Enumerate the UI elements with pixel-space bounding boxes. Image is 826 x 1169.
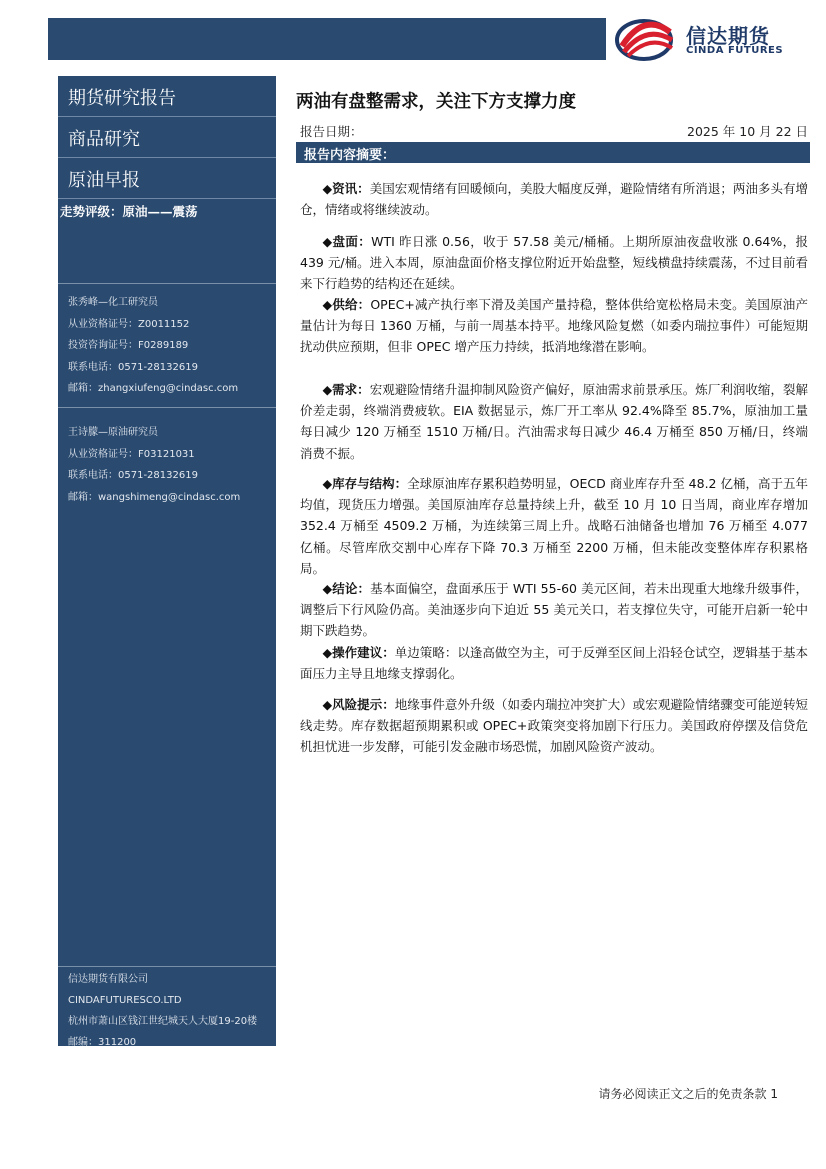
section-conclusion	[300, 578, 808, 642]
logo-name-cn: 信达期货	[686, 24, 770, 48]
footer-disclaimer	[599, 1085, 778, 1102]
section-heading: ◆风险提示：	[322, 697, 395, 712]
sidebar-item-label: 原油早报	[68, 170, 140, 191]
report-date-value: 2025 年 10 月 22 日	[687, 124, 808, 139]
analyst-advisory-license: 投资咨询证号：F0289189	[68, 340, 189, 351]
analyst-email[interactable]: 邮箱：zhangxiufeng@cindasc.com	[68, 383, 239, 394]
section-heading: ◆需求：	[322, 382, 370, 397]
company-name: 信达期货有限公司	[68, 974, 148, 985]
sidebar-item-crude-daily	[58, 158, 276, 199]
sidebar-item-label: 期货研究报告	[68, 88, 176, 109]
cinda-logo-icon	[614, 16, 676, 62]
sidebar-item-report-type	[58, 76, 276, 117]
section-text: WTI 昨日涨 0.56，收于 57.58 美元/桶桶。上期所原油夜盘收涨 0.64%，报 439 元/桶。进入本周，原油盘面价格支撑位附近开始盘整，短线横盘持续震荡，不过目前看来下行趋势的结构还在延续。	[300, 234, 808, 292]
page-number: 1	[770, 1087, 778, 1101]
section-news	[300, 178, 808, 220]
analyst-name: 王诗朦—原油研究员	[68, 427, 158, 438]
section-text: 基本面偏空，盘面承压于 WTI 55-60 美元区间，若未出现重大地缘升级事件，调整后下行风险仍高。美油逐步向下迫近 55 美元关口，若支撑位失守，可能开启新一轮中期下跌趋势。	[300, 581, 808, 639]
sidebar	[58, 76, 276, 1046]
section-risk	[300, 694, 808, 758]
page-title: 两油有盘整需求，关注下方支撑力度	[296, 92, 576, 112]
section-heading: ◆供给：	[322, 297, 371, 312]
section-text: 单边策略：以逢高做空为主，可于反弹至区间上沿轻仓试空，逻辑基于基本面压力主导且地缘支撑弱化。	[300, 645, 808, 682]
cinda-futures-logo	[614, 16, 804, 62]
logo-name-en: CINDA FUTURES	[686, 45, 784, 56]
section-text: OPEC+减产执行率下滑及美国产量持稳，整体供给宽松格局未变。美国原油产量估计为每日 1360 万桶，与前一周基本持平。地缘风险复燃（如委内瑞拉事件）可能短期扰动供应预期，但非 OPEC 增产压力持续，抵消地缘潜在影响。	[300, 297, 808, 355]
analyst-name: 张秀峰—化工研究员	[68, 297, 158, 308]
section-heading: ◆资讯：	[322, 181, 370, 196]
company-address: 杭州市萧山区钱江世纪城天人大厦19-20楼	[68, 1016, 258, 1027]
analyst-phone: 联系电话：0571-28132619	[68, 470, 198, 481]
divider	[58, 407, 276, 408]
analyst-contact-1	[68, 292, 238, 400]
section-text: 宏观避险情绪升温抑制风险资产偏好，原油需求前景承压。炼厂利润收缩，裂解价差走弱，终端消费疲软。EIA 数据显示，炼厂开工率从 92.4%降至 85.7%，原油加工量每日减少 120 万桶至 1510 万桶/日。汽油需求每日减少 46.4 万桶至 850 万桶/日，终端消费不振。	[300, 382, 808, 461]
section-text: 全球原油库存累积趋势明显，OECD 商业库存升至 48.2 亿桶，高于五年均值，现货压力增强。美国原油库存总量持续上升，截至 10 月 10 日当周，商业库存增加 352.4 万桶至 4509.2 万桶，为连续第三周上升。战略石油储备也增加 76 万桶至 4.077 亿桶。尽管库欣交割中心库存下降 70.3 万桶至 2200 万桶，但未能改变整体库存积累格局。	[300, 476, 808, 576]
company-info	[68, 969, 257, 1053]
header-band	[48, 18, 606, 60]
summary-header: 报告内容摘要：	[304, 148, 396, 163]
section-market	[300, 231, 808, 295]
report-date-label: 报告日期：	[300, 124, 363, 139]
section-text: 美国宏观情绪有回暖倾向，美股大幅度反弹，避险情绪有所消退；两油多头有增仓，情绪或将继续波动。	[300, 181, 808, 218]
analyst-email[interactable]: 邮箱：wangshimeng@cindasc.com	[68, 491, 241, 503]
section-heading: ◆库存与结构：	[322, 476, 408, 491]
analyst-phone: 联系电话：0571-28132619	[68, 361, 198, 373]
section-text: 地缘事件意外升级（如委内瑞拉冲突扩大）或宏观避险情绪骤变可能逆转短线走势。库存数据超预期累积或 OPEC+政策突变将加剧下行压力。美国政府停摆及信贷危机担忧进一步发酵，可能引发金融市场恐慌，加剧风险资产波动。	[300, 697, 808, 755]
section-inventory	[300, 473, 808, 579]
disclaimer-text: 请务必阅读正文之后的免责条款	[598, 1087, 767, 1101]
section-operation	[300, 642, 808, 684]
divider	[58, 283, 276, 284]
summary-header-bar	[296, 142, 810, 163]
section-demand	[300, 379, 808, 464]
section-heading: ◆结论：	[322, 581, 371, 596]
section-heading: ◆操作建议：	[322, 645, 395, 660]
section-supply	[300, 294, 808, 358]
analyst-qualification: 从业资格证号：F03121031	[68, 448, 195, 460]
analyst-qualification: 从业资格证号：Z0011152	[68, 318, 190, 330]
divider	[58, 966, 276, 967]
trend-rating: 走势评级：原油——震荡	[60, 204, 198, 219]
sidebar-item-commodity	[58, 117, 276, 158]
section-heading: ◆盘面：	[322, 234, 372, 249]
sidebar-item-label: 商品研究	[68, 129, 140, 150]
company-postcode: 邮编：311200	[68, 1037, 137, 1048]
analyst-contact-2	[68, 422, 240, 508]
company-site: CINDAFUTURESCO.LTD	[68, 995, 182, 1006]
